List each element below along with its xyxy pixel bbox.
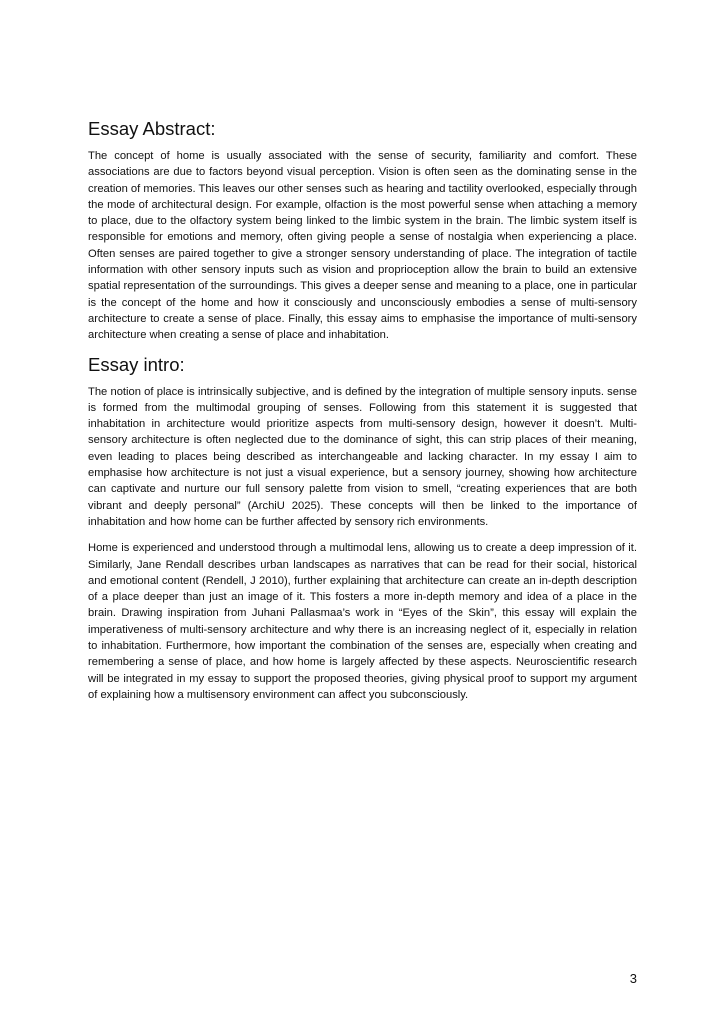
page-content: [88, 118, 637, 713]
abstract-paragraph: The concept of home is usually associated with the sense of security, familiarity and comfort. These associations are due to factors beyond visual perception. Vision is often seen as the dominating sense in the creation of memories. This leaves our other senses such as hearing and tactility overlooked, especially through the mode of architectural design. For example, olfaction is the most powerful sense when attaching a memory to place, due to the olfactory system being linked to the limbic system in the brain. The limbic system itself is responsible for emotions and memory, often giving people a sense of nostalgia when experiencing a place. Often senses are paired together to give a stronger sensory understanding of place. The integration of tactile information with other sensory inputs such as vision and proprioception allow the brain to build an extensive spatial representation of the surroundings. This gives a deeper sense and meaning to a place, one in particular is the concept of the home and how it consciously and unconsciously embodies a sense of multi-sensory architecture to create a sense of place. Finally, this essay aims to emphasise the importance of multi-sensory architecture when creating a sense of place and inhabitation.: [88, 150, 637, 342]
abstract-heading: Essay Abstract:: [88, 118, 216, 139]
intro-paragraph-2: Home is experienced and understood through a multimodal lens, allowing us to create a deep impression of it. Similarly, Jane Rendall describes urban landscapes as narratives that can be read for their social, historical and emotional content (Rendell, J 2010), further explaining that architecture can create an in-depth description of a place deeper than just an image of it. This fosters a more in-depth memory and idea of a place in the brain. Drawing inspiration from Juhani Pallasmaa’s work in “Eyes of the Skin”, this essay will explain the imperativeness of multi-sensory architecture and why there is an increasing neglect of it, especially in relation to inhabitation. Furthermore, how important the combination of the senses are, especially when creating and remembering a sense of place, and how home is largely affected by these aspects. Neuroscientific research will be integrated in my essay to support the proposed theories, giving physical proof to support my argument of explaining how a multisensory environment can affect you subconsciously.: [88, 542, 637, 701]
intro-paragraph-1: The notion of place is intrinsically subjective, and is defined by the integration of multiple sensory inputs. sense is formed from the multimodal grouping of senses. Following from this statement it is suggested that inhabitation in architecture would prioritize aspects from multi-sensory design, however it doesn’t. Multi-sensory architecture is often neglected due to the dominance of sight, this can strip places of their meaning, even leading to places being described as interchangeable and lacking character. In my essay I aim to emphasise how architecture is not just a visual experience, but a sensory journey, showing how architecture can captivate and nurture our full sensory palette from vision to smell, “creating experiences that are both vibrant and deeply personal” (ArchiU 2025). These concepts will then be linked to the importance of inhabitation and how home can be further affected by sensory rich environments.: [88, 385, 637, 528]
page-number: 3: [629, 971, 637, 986]
intro-heading: Essay intro:: [88, 353, 185, 375]
